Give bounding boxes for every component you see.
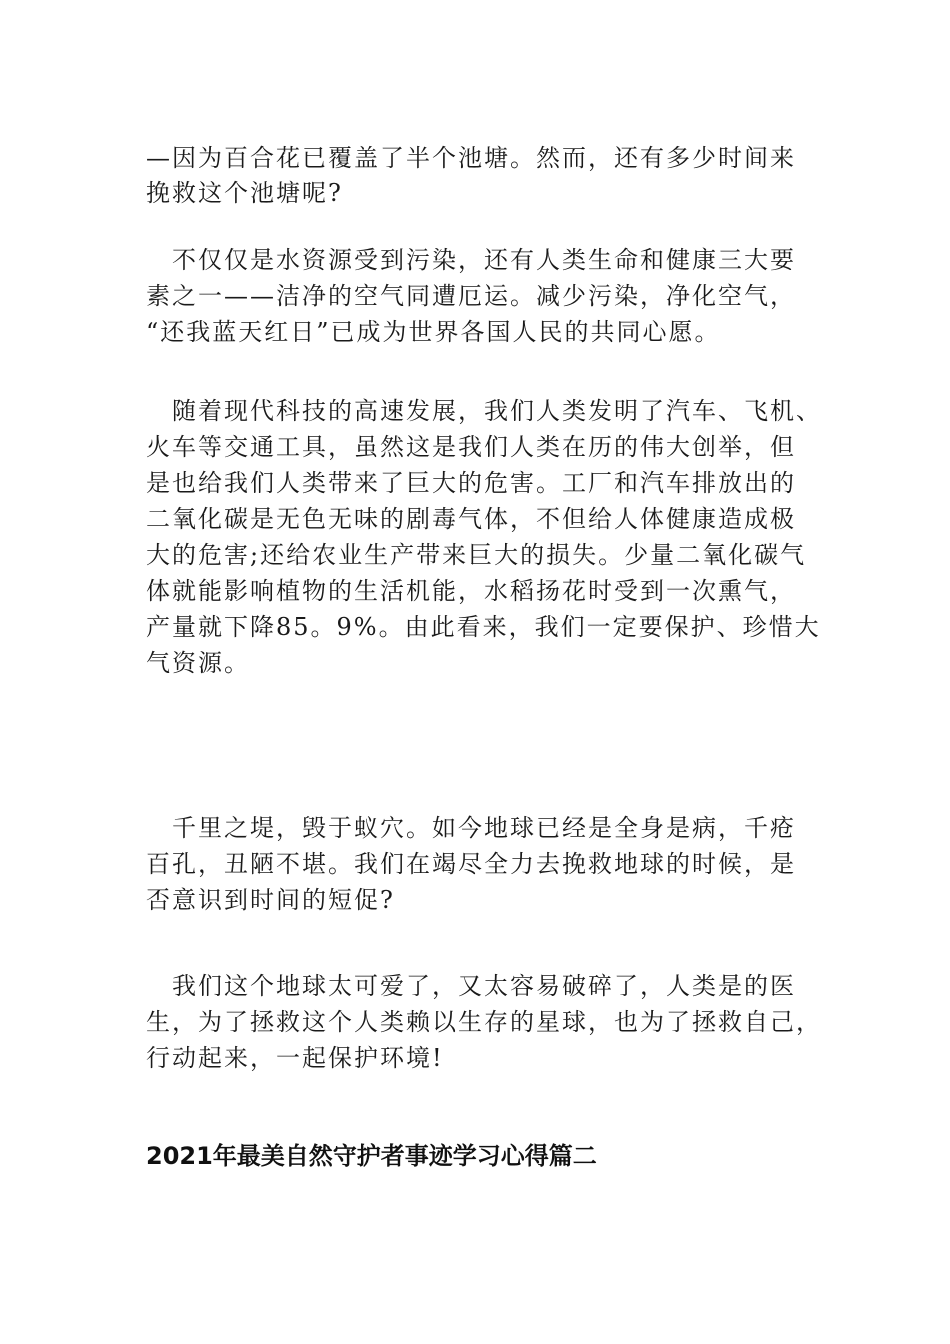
paragraph-5 — [146, 968, 822, 1076]
text-line: 否意识到时间的短促? — [146, 886, 395, 914]
text-line: 火车等交通工具，虽然这是我们人类在历的伟大创举，但 — [146, 433, 796, 461]
paragraph-3 — [146, 393, 822, 681]
paragraph-1 — [146, 140, 796, 210]
text-line: 体就能影响植物的生活机能，水稻扬花时受到一次熏气， — [146, 577, 796, 605]
text-line: 产量就下降85。9%。由此看来，我们一定要保护、珍惜大 — [146, 613, 821, 641]
text-line: 挽救这个池塘呢? — [146, 179, 343, 207]
text-line: 百孔，丑陋不堪。我们在竭尽全力去挽救地球的时候，是 — [146, 850, 796, 878]
text-line: “还我蓝天红日”已成为世界各国人民的共同心愿。 — [146, 318, 721, 346]
text-line: 行动起来，一起保护环境! — [146, 1044, 444, 1072]
paragraph-4 — [146, 810, 796, 918]
text-line: 我们这个地球太可爱了，又太容易破碎了，人类是的医 — [146, 972, 796, 1000]
text-line: 生，为了拯救这个人类赖以生存的星球，也为了拯救自己， — [146, 1008, 822, 1036]
text-line: 随着现代科技的高速发展，我们人类发明了汽车、飞机、 — [146, 397, 822, 425]
text-line: 素之一——洁净的空气同遭厄运。减少污染，净化空气， — [146, 282, 796, 310]
paragraph-2 — [146, 242, 796, 350]
text-line: 不仅仅是水资源受到污染，还有人类生命和健康三大要 — [146, 246, 796, 274]
text-line: 大的危害;还给农业生产带来巨大的损失。少量二氧化碳气 — [146, 541, 807, 569]
section-heading: 2021年最美自然守护者事迹学习心得篇二 — [146, 1142, 597, 1170]
text-line: 是也给我们人类带来了巨大的危害。工厂和汽车排放出的 — [146, 469, 796, 497]
text-line: 千里之堤，毁于蚁穴。如今地球已经是全身是病，千疮 — [146, 814, 796, 842]
text-line: 气资源。 — [146, 649, 250, 677]
text-line: —因为百合花已覆盖了半个池塘。然而，还有多少时间来 — [146, 144, 796, 172]
text-line: 二氧化碳是无色无味的剧毒气体，不但给人体健康造成极 — [146, 505, 796, 533]
